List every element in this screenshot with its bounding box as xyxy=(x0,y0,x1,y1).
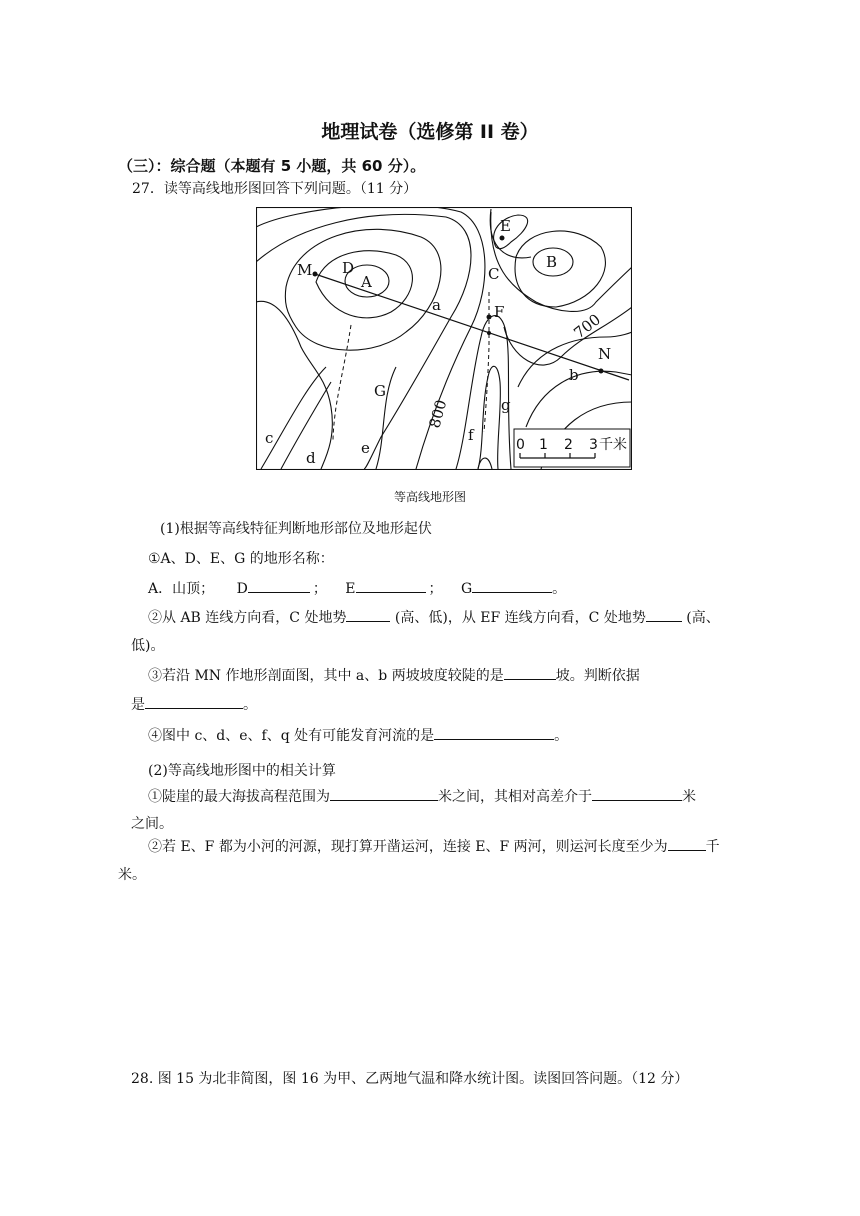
item-2-text-c: (高、 xyxy=(686,610,720,626)
contour-line xyxy=(456,316,511,469)
part-1-item-1: ①A、D、E、G 的地形名称： xyxy=(148,551,334,567)
part-2-item-2-cont: 米。 xyxy=(118,867,146,883)
part-2-heading: (2)等高线地形图中的相关计算 xyxy=(148,763,336,779)
point-f2 xyxy=(487,331,491,335)
question-27-stem: 27．读等高线地形图回答下列问题。（11 分） xyxy=(132,181,418,197)
part-2-item-1-cont: 之间。 xyxy=(131,816,173,832)
p2-item-1-blank-2[interactable] xyxy=(592,786,682,801)
part-1-item-4 xyxy=(148,725,568,745)
item-2-blank-1[interactable] xyxy=(346,607,390,622)
answer-a-label: A．山顶； xyxy=(148,581,215,597)
contour-line xyxy=(261,367,326,469)
part-1-item-2-cont: 低)。 xyxy=(131,638,165,654)
item-4-text-a: ④图中 c、d、e、f、q 处有可能发育河流的是 xyxy=(148,728,435,744)
contour-map xyxy=(256,207,632,470)
p2-item-2-text-a: ②若 E、F 都为小河的河源，现打算开凿运河，连接 E、F 两河，则运河长度至少为 xyxy=(148,839,668,855)
point-e xyxy=(500,236,505,241)
map-caption: 等高线地形图 xyxy=(393,490,466,504)
section-heading: （三）：综合题（本题有 5 小题，共 60 分）。 xyxy=(118,157,426,175)
item-4-text-b: 。 xyxy=(554,728,569,744)
scale-unit: 千米 xyxy=(599,437,627,453)
label-f-lower: f xyxy=(468,426,474,444)
label-a: A xyxy=(361,273,372,291)
item-2-blank-2[interactable] xyxy=(646,607,682,622)
answer-e-blank[interactable] xyxy=(356,578,426,593)
label-c-lower: c xyxy=(265,429,274,447)
point-n xyxy=(599,369,604,374)
contour-line xyxy=(478,366,500,469)
contour-label-800: 800 xyxy=(425,397,451,431)
contour-line xyxy=(515,231,605,307)
label-f: F xyxy=(494,303,505,321)
item-2-text-b: (高、低)，从 EF 连线方向看，C 处地势 xyxy=(394,610,646,626)
contour-label-700: 700 xyxy=(570,310,605,343)
part-2-item-1 xyxy=(148,786,696,806)
p2-item-1-text-a: ①陡崖的最大海拔高程范围为 xyxy=(148,789,330,805)
page-title: 地理试卷（选修第 II 卷） xyxy=(321,121,539,143)
label-d-lower: d xyxy=(306,449,316,467)
label-b-lower: b xyxy=(569,366,579,384)
label-a-lower: a xyxy=(432,296,441,314)
item-4-blank[interactable] xyxy=(434,725,554,740)
answer-d-label: D xyxy=(236,581,248,597)
answer-d-blank[interactable] xyxy=(248,578,310,593)
part-1-item-3 xyxy=(148,665,640,685)
part-1-item-3-cont xyxy=(131,694,257,714)
contour-line xyxy=(526,371,632,427)
scale-tick-1: 1 xyxy=(539,437,548,453)
item-3-text-c: 是 xyxy=(131,697,145,713)
part-1-item-2 xyxy=(148,607,720,627)
dashed-line xyxy=(484,292,489,432)
item-3-blank-1[interactable] xyxy=(504,665,556,680)
scale-tick-3: 3 xyxy=(589,437,598,453)
answer-g-blank[interactable] xyxy=(472,578,552,593)
part-2-item-2 xyxy=(148,836,720,856)
answer-g-end: 。 xyxy=(552,581,567,597)
p2-item-1-text-c: 米 xyxy=(682,789,696,805)
scale-tick-2: 2 xyxy=(564,437,573,453)
point-f xyxy=(487,315,492,320)
scale-tick-0: 0 xyxy=(516,437,525,453)
p2-item-1-blank-1[interactable] xyxy=(330,786,438,801)
label-e-lower: e xyxy=(361,439,370,457)
label-e: E xyxy=(500,217,511,235)
answer-e-label: E xyxy=(345,581,356,597)
contour-line xyxy=(491,212,632,311)
contour-line xyxy=(256,214,471,469)
point-m xyxy=(313,272,318,277)
label-g-lower: g xyxy=(501,396,511,414)
label-g: G xyxy=(374,382,386,400)
item-2-text-a: ②从 AB 连线方向看，C 处地势 xyxy=(148,610,347,626)
contour-line xyxy=(256,207,485,469)
label-d: D xyxy=(342,259,355,277)
part-1-heading: (1)根据等高线特征判断地形部位及地形起伏 xyxy=(160,521,432,537)
contour-line xyxy=(504,307,632,365)
label-c: C xyxy=(488,265,500,283)
answer-g-label: G xyxy=(460,581,473,597)
item-3-text-a: ③若沿 MN 作地形剖面图，其中 a、b 两坡坡度较陡的是 xyxy=(148,668,504,684)
item-3-text-b: 坡。判断依据 xyxy=(555,668,640,684)
question-28-stem: 28. 图 15 为北非简图，图 16 为甲、乙两地气温和降水统计图。读图回答问题。（12 分） xyxy=(131,1071,689,1087)
p2-item-2-blank[interactable] xyxy=(668,836,706,851)
label-n: N xyxy=(598,345,612,363)
part-1-item-1-answers: A．山顶； D ； E ； G 。 xyxy=(148,578,566,598)
item-3-blank-2[interactable] xyxy=(145,694,243,709)
label-m: M xyxy=(297,261,313,279)
p2-item-2-text-b: 千 xyxy=(705,839,720,855)
label-b: B xyxy=(546,253,558,271)
item-3-text-d: 。 xyxy=(243,697,257,713)
p2-item-1-text-b: 米之间，其相对高差介于 xyxy=(438,789,592,805)
dashed-line xyxy=(333,325,351,442)
